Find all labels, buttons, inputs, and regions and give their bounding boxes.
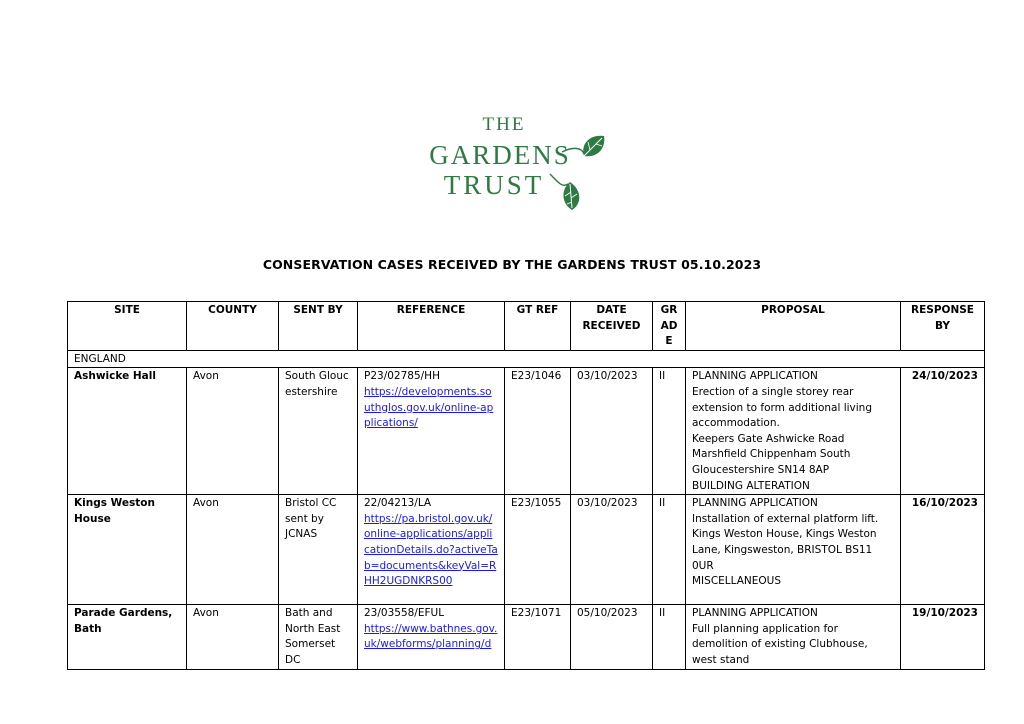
logo-graphic: [412, 112, 612, 212]
county: Avon: [187, 495, 279, 605]
logo-leaf-lower-icon: [563, 182, 579, 210]
proposal-type: PLANNING APPLICATION: [692, 497, 818, 510]
proposal-address: Keepers Gate Ashwicke Road Marshfield Chippenham South Gloucestershire SN14 8AP: [692, 432, 851, 476]
table-row: [68, 368, 985, 495]
page-title: CONSERVATION CASES RECEIVED BY THE GARDENS TRUST 05.10.2023: [262, 257, 762, 272]
response-by: 19/10/2023: [901, 605, 985, 669]
reference-cell: [358, 495, 505, 605]
proposal-cell: [686, 605, 901, 669]
table-header-row: [68, 302, 985, 351]
proposal-type: PLANNING APPLICATION: [692, 370, 818, 383]
region-label: ENGLAND: [68, 350, 985, 368]
reference-code: 22/04213/LA: [364, 497, 432, 510]
reference-code: P23/02785/HH: [364, 370, 440, 383]
site-name: Ashwicke Hall: [68, 368, 187, 495]
proposal-address: Kings Weston House, Kings Weston Lane, Kingsweston, BRISTOL BS11 0UR: [692, 528, 877, 572]
conservation-cases-table: [67, 301, 985, 670]
sent-by: Bath and North East Somerset DC: [279, 605, 358, 669]
table-row: [68, 605, 985, 669]
header-reference: REFERENCE: [358, 302, 505, 351]
logo-line-1: THE: [482, 114, 526, 135]
logo-vine-lower: [550, 174, 568, 185]
gt-ref: E23/1055: [505, 495, 571, 605]
proposal-category: MISCELLANEOUS: [692, 575, 782, 588]
region-row: [68, 350, 985, 368]
grade: II: [653, 495, 686, 605]
logo-line-2: GARDENS: [429, 140, 571, 170]
proposal-description: Erection of a single storey rear extension to form additional living accommodation.: [692, 385, 872, 430]
site-name: Parade Gardens, Bath: [68, 605, 187, 669]
header-proposal: PROPOSAL: [686, 302, 901, 351]
county: Avon: [187, 368, 279, 495]
date-received: 03/10/2023: [571, 368, 653, 495]
response-by: 16/10/2023: [901, 495, 985, 605]
logo-leaf-icon: [583, 136, 604, 157]
grade: II: [653, 368, 686, 495]
date-received: 03/10/2023: [571, 495, 653, 605]
proposal-description: Full planning application for demolition of existing Clubhouse, west stand: [692, 622, 868, 666]
site-name: Kings Weston House: [68, 495, 187, 605]
proposal-cell: [686, 368, 901, 495]
logo-line-3: TRUST: [443, 170, 545, 200]
proposal-category: BUILDING ALTERATION: [692, 479, 810, 492]
gardens-trust-logo: [0, 112, 1024, 212]
header-site: SITE: [68, 302, 187, 351]
header-response-by: RESPONSE BY: [901, 302, 985, 351]
date-received: 05/10/2023: [571, 605, 653, 669]
header-grade: GRADE: [653, 302, 686, 351]
gt-ref: E23/1046: [505, 368, 571, 495]
proposal-type: PLANNING APPLICATION: [692, 607, 818, 620]
header-sent-by: SENT BY: [279, 302, 358, 351]
sent-by: Bristol CC sent by JCNAS: [279, 495, 358, 605]
reference-code: 23/03558/EFUL: [364, 607, 445, 620]
grade: II: [653, 605, 686, 669]
reference-cell: [358, 605, 505, 669]
county: Avon: [187, 605, 279, 669]
gt-ref: E23/1071: [505, 605, 571, 669]
header-date-received: DATE RECEIVED: [571, 302, 653, 351]
response-by: 24/10/2023: [901, 368, 985, 495]
proposal-description: Installation of external platform lift.: [692, 512, 879, 525]
reference-link[interactable]: https://pa.bristol.gov.uk/online-applications/applicationDetails.do?activeTab=documents&keyVal=RHH2UGDNKRS00: [364, 512, 498, 588]
table-row: [68, 495, 985, 605]
reference-link[interactable]: https://www.bathnes.gov.uk/webforms/planning/d: [364, 622, 498, 651]
reference-link[interactable]: https://developments.southglos.gov.uk/online-applications/: [364, 385, 494, 430]
header-county: COUNTY: [187, 302, 279, 351]
reference-cell: [358, 368, 505, 495]
sent-by: South Gloucestershire: [279, 368, 358, 495]
header-gt-ref: GT REF: [505, 302, 571, 351]
proposal-cell: [686, 495, 901, 605]
